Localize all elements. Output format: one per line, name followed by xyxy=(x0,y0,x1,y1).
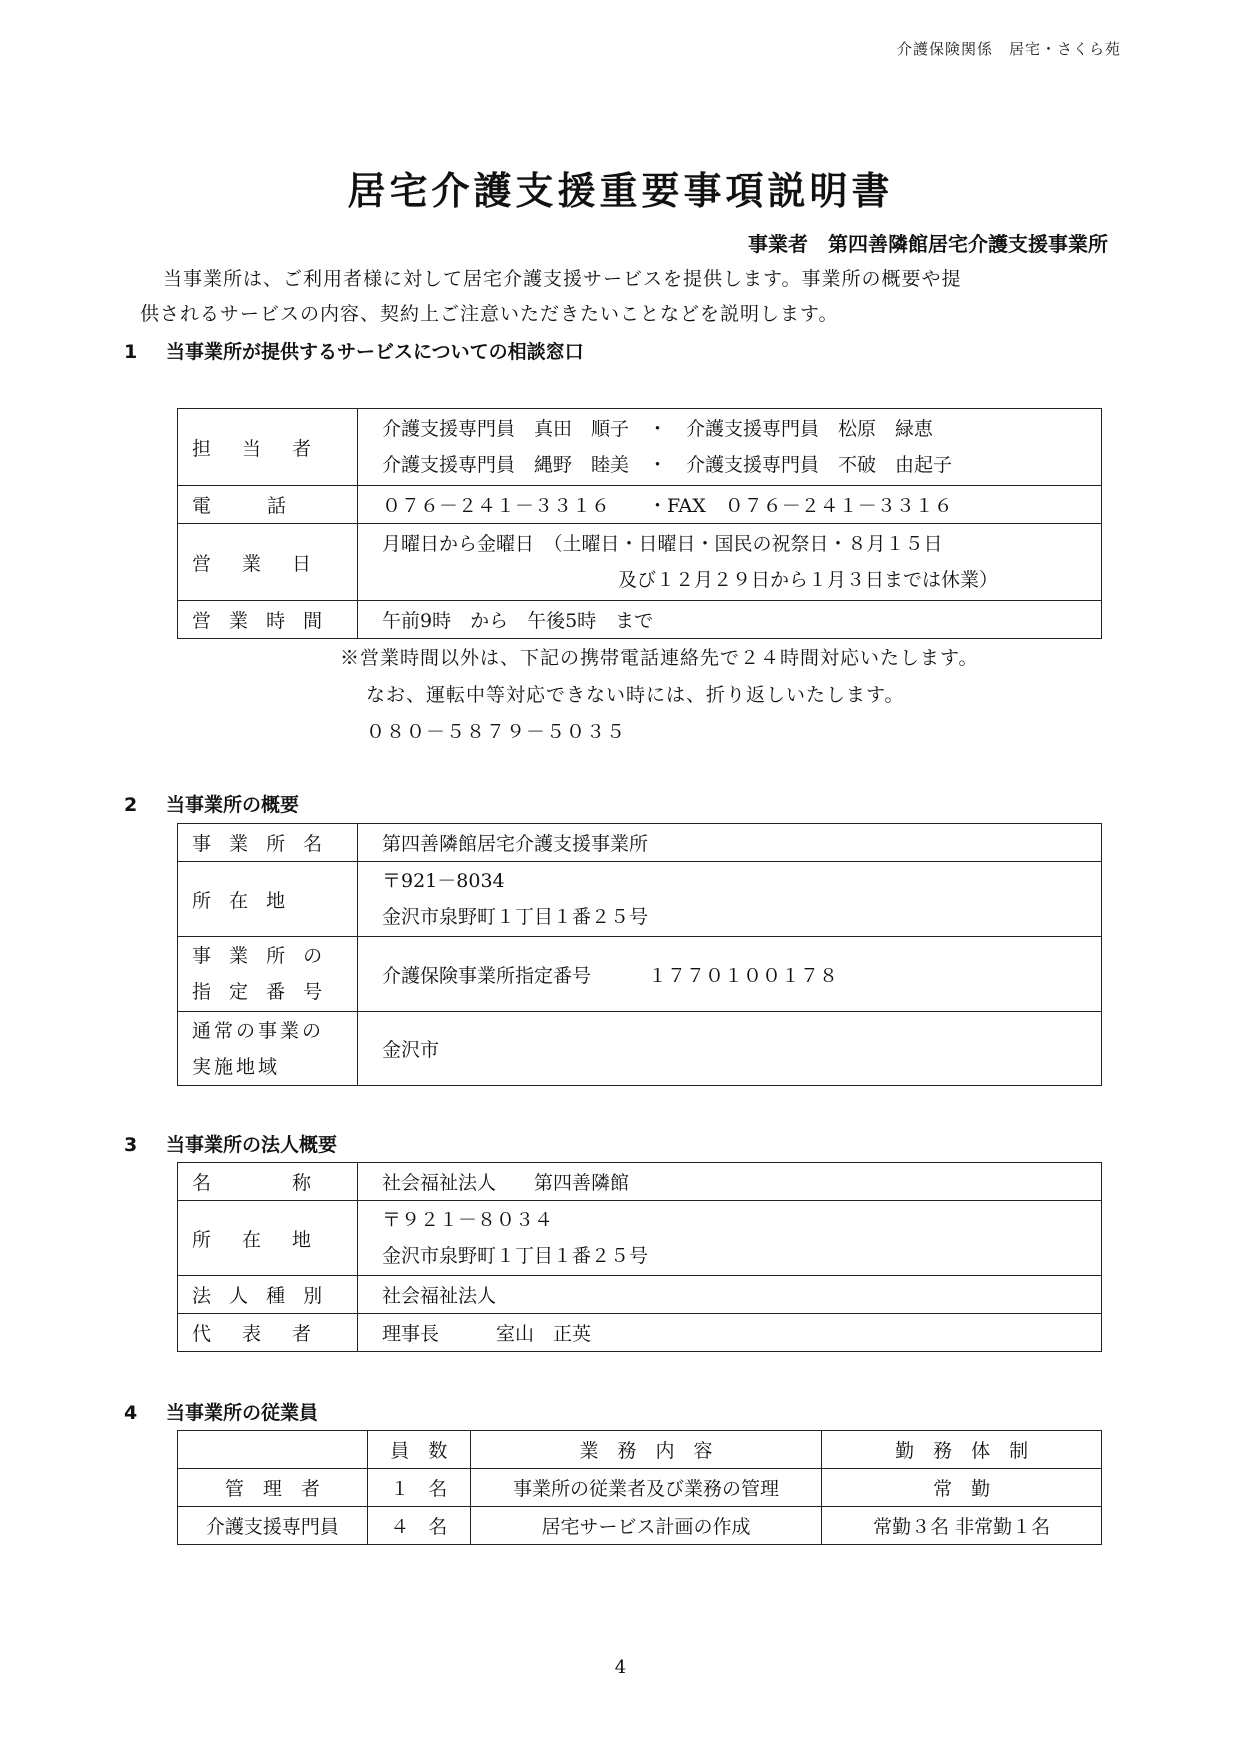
label-line: 指 定 番 号 xyxy=(192,981,329,1003)
days-line: 月曜日から金曜日 （土曜日・日曜日・国民の祝祭日・８月１５日 xyxy=(382,533,943,555)
office-id-value: 介護保険事業所指定番号 １７７０１００１７８ xyxy=(358,937,1102,1012)
staff-table xyxy=(177,1430,1102,1545)
address-line: 〒９２１－８０３４ xyxy=(382,1209,554,1231)
service-area-value: 金沢市 xyxy=(358,1012,1102,1086)
table-cell: 管 理 者 xyxy=(178,1469,368,1507)
corp-type-value: 社会福祉法人 xyxy=(358,1276,1102,1314)
table-cell: 介護支援専門員 xyxy=(178,1507,368,1545)
label-line: 事 業 所 の xyxy=(192,945,329,967)
table-row xyxy=(178,1507,1102,1545)
address-line: 〒921－8034 xyxy=(382,870,505,892)
address-line: 金沢市泉野町１丁目１番２５号 xyxy=(382,906,649,928)
section-number: 2 xyxy=(124,794,138,816)
table-row xyxy=(178,1314,1102,1352)
table-row xyxy=(178,862,1102,937)
representative-value: 理事長 室山 正英 xyxy=(358,1314,1102,1352)
table-row xyxy=(178,1276,1102,1314)
section-heading-4 xyxy=(124,1398,318,1425)
staff-line: 介護支援専門員 縄野 睦美 ・ 介護支援専門員 不破 由起子 xyxy=(382,454,953,476)
label-line: 通常の事業の xyxy=(192,1019,325,1042)
office-name-label: 事 業 所 名 xyxy=(178,824,358,862)
service-area-label xyxy=(178,1012,358,1086)
table-cell: 常 勤 xyxy=(822,1469,1102,1507)
hours-label: 営 業 時 間 xyxy=(178,601,358,639)
tel-label: 電 話 xyxy=(178,486,358,524)
days-line: 及び１２月２９日から１月３日までは休業） xyxy=(618,569,999,591)
table-cell: 常勤３名 非常勤１名 xyxy=(822,1507,1102,1545)
table-row xyxy=(178,601,1102,639)
table-cell: 事業所の従業者及び業務の管理 xyxy=(470,1469,822,1507)
intro-line: 供されるサービスの内容、契約上ご注意いただきたいことなどを説明します。 xyxy=(140,303,839,325)
section-heading-3 xyxy=(124,1130,337,1157)
corp-type-label: 法 人 種 別 xyxy=(178,1276,358,1314)
days-label: 営 業 日 xyxy=(178,524,358,601)
staff-value xyxy=(358,409,1102,486)
intro-paragraph xyxy=(140,262,1115,332)
table-row xyxy=(178,524,1102,601)
table-row xyxy=(178,486,1102,524)
corp-address-value xyxy=(358,1201,1102,1276)
table-row xyxy=(178,1469,1102,1507)
table-cell: １ 名 xyxy=(367,1469,470,1507)
table-header: 員 数 xyxy=(367,1431,470,1469)
header-note: 介護保険関係 居宅・さくら苑 xyxy=(896,40,1121,58)
after-hours-note xyxy=(340,640,978,751)
note-line: なお、運転中等対応できない時には、折り返しいたします。 xyxy=(366,684,905,706)
section-heading-2 xyxy=(124,790,299,817)
corp-name-label: 名 称 xyxy=(178,1163,358,1201)
office-name-value: 第四善隣館居宅介護支援事業所 xyxy=(358,824,1102,862)
table-cell: 居宅サービス計画の作成 xyxy=(470,1507,822,1545)
days-value xyxy=(358,524,1102,601)
staff-label: 担 当 者 xyxy=(178,409,358,486)
section-title: 当事業所の従業員 xyxy=(166,1402,319,1424)
table-row xyxy=(178,824,1102,862)
table-cell: ４ 名 xyxy=(367,1507,470,1545)
table-header: 業 務 内 容 xyxy=(470,1431,822,1469)
address-line: 金沢市泉野町１丁目１番２５号 xyxy=(382,1245,649,1267)
label-line: 実施地域 xyxy=(192,1055,281,1078)
representative-label: 代 表 者 xyxy=(178,1314,358,1352)
section-title: 当事業所の概要 xyxy=(166,794,300,816)
section-number: 3 xyxy=(124,1134,138,1156)
note-line: ※営業時間以外は、下記の携帯電話連絡先で２４時間対応いたします。 xyxy=(340,647,979,669)
office-address-value xyxy=(358,862,1102,937)
intro-line: 当事業所は、ご利用者様に対して居宅介護支援サービスを提供します。事業所の概要や提 xyxy=(163,268,962,290)
emergency-phone: ０８０－５８７９－５０３５ xyxy=(366,721,627,743)
table-header-row xyxy=(178,1431,1102,1469)
corp-address-label: 所 在 地 xyxy=(178,1201,358,1276)
table-row xyxy=(178,1012,1102,1086)
document-title: 居宅介護支援重要事項説明書 xyxy=(347,169,894,213)
table-row xyxy=(178,937,1102,1012)
table-header xyxy=(178,1431,368,1469)
staff-line: 介護支援専門員 真田 順子 ・ 介護支援専門員 松原 緑恵 xyxy=(382,418,934,440)
corporation-table xyxy=(177,1162,1102,1352)
section-title: 当事業所の法人概要 xyxy=(166,1134,338,1156)
table-header: 勤 務 体 制 xyxy=(822,1431,1102,1469)
section-title: 当事業所が提供するサービスについての相談窓口 xyxy=(166,341,584,363)
tel-value: ０７６－２４１－３３１６ ・FAX ０７６－２４１－３３１６ xyxy=(358,486,1102,524)
table-row xyxy=(178,1163,1102,1201)
office-table xyxy=(177,823,1102,1086)
table-row xyxy=(178,409,1102,486)
contact-table xyxy=(177,408,1102,639)
table-row xyxy=(178,1201,1102,1276)
provider-name: 事業者 第四善隣館居宅介護支援事業所 xyxy=(748,232,1108,256)
office-address-label: 所 在 地 xyxy=(178,862,358,937)
section-number: 1 xyxy=(124,341,138,363)
hours-value: 午前9時 から 午後5時 まで xyxy=(358,601,1102,639)
office-id-label xyxy=(178,937,358,1012)
page-number: 4 xyxy=(614,1657,627,1678)
section-heading-1 xyxy=(124,337,584,364)
corp-name-value: 社会福祉法人 第四善隣館 xyxy=(358,1163,1102,1201)
section-number: 4 xyxy=(124,1402,138,1424)
